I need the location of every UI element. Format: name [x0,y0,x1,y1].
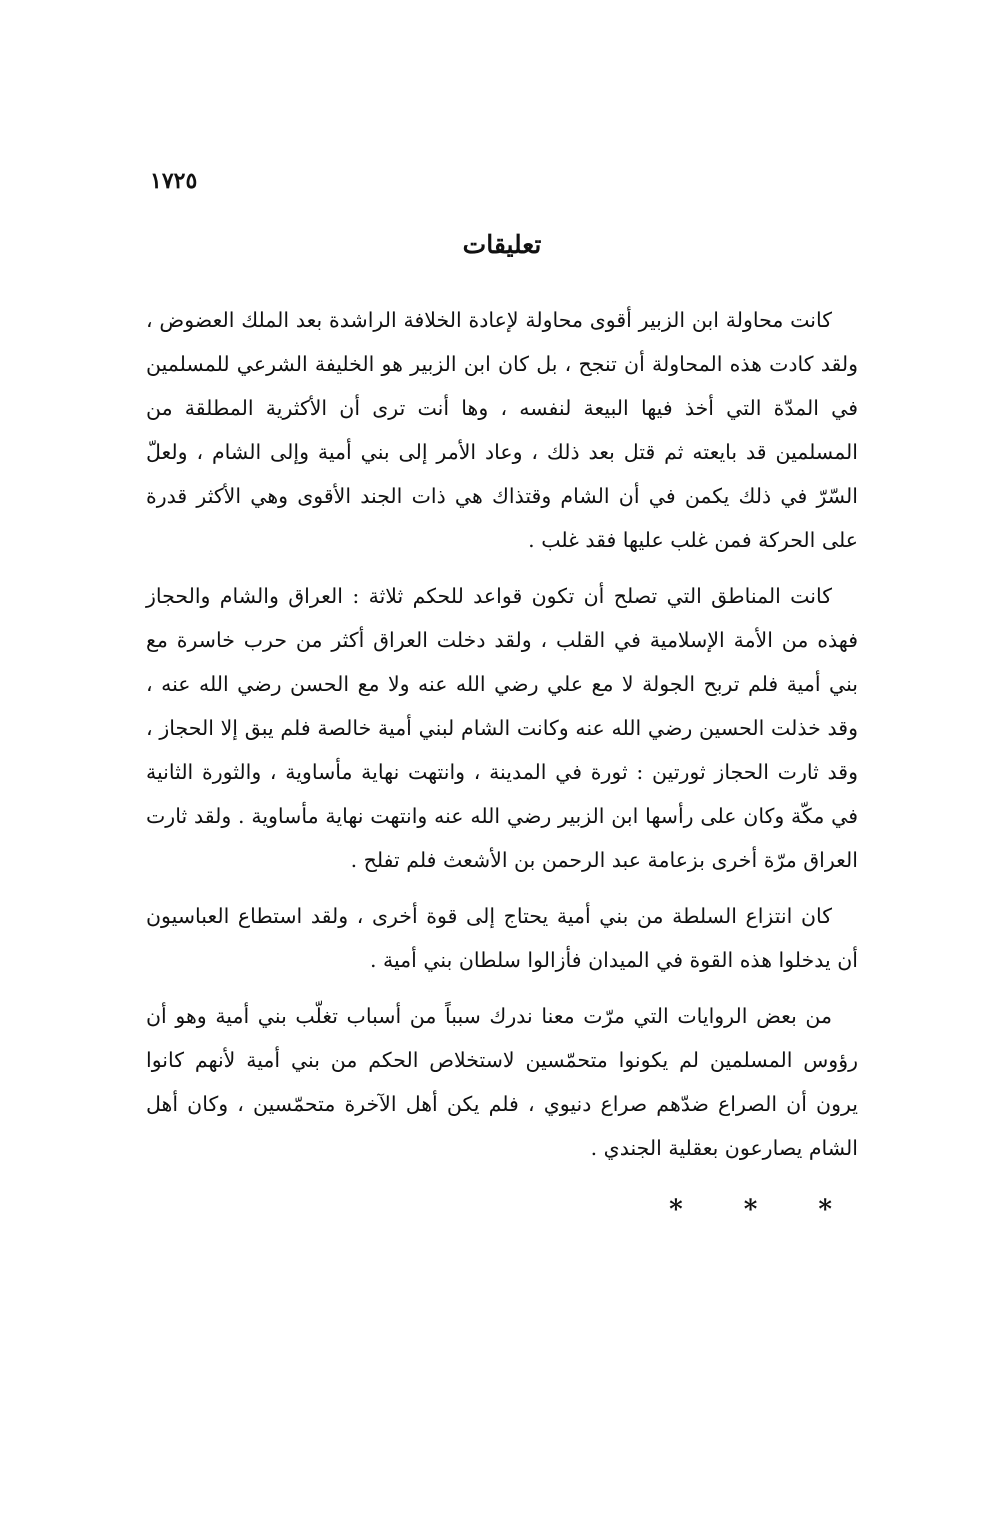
document-body [146,298,858,1232]
section-separator: * * * [669,1195,858,1225]
paragraph-1: كانت محاولة ابن الزبير أقوى محاولة لإعادة الخلافة الراشدة بعد الملك العضوض ، ولقد كادت هذه المحاولة أن تنجح ، بل كان ابن الزبير هو الخليفة الشرعي للمسلمين في المدّة التي أخذ فيها البيعة لنفسه ، وها أنت ترى أن الأكثرية المطلقة من المسلمين قد بايعته ثم قتل بعد ذلك ، وعاد الأمر إلى بني أمية وإلى الشام ، ولعلّ السّرّ في ذلك يكمن في أن الشام وقتذاك هي ذات الجند الأقوى وهي الأكثر قدرة على الحركة فمن غلب عليها فقد غلب . [146,308,858,552]
page-title: تعليقات [462,230,542,259]
paragraph-3: كان انتزاع السلطة من بني أمية يحتاج إلى قوة أخرى ، ولقد استطاع العباسيون أن يدخلوا هذه القوة في الميدان فأزالوا سلطان بني أمية . [146,904,858,972]
page-number: ١٧٢٥ [150,168,198,194]
paragraph-2: كانت المناطق التي تصلح أن تكون قواعد للحكم ثلاثة : العراق والشام والحجاز فهذه من الأمة الإسلامية في القلب ، ولقد دخلت العراق أكثر من حرب خاسرة مع بني أمية فلم تربح الجولة لا مع علي رضي الله عنه ولا مع الحسن رضي الله عنه ، وقد خذلت الحسين رضي الله عنه وكانت الشام لبني أمية خالصة فلم يبق إلا الحجاز ، وقد ثارت الحجاز ثورتين : ثورة في المدينة ، وانتهت نهاية مأساوية ، والثورة الثانية في مكّة وكان على رأسها ابن الزبير رضي الله عنه وانتهت نهاية مأساوية . ولقد ثارت العراق مرّة أخرى بزعامة عبد الرحمن بن الأشعث فلم تفلح . [146,584,858,872]
paragraph-4: من بعض الروايات التي مرّت معنا ندرك سبباً من أسباب تغلّب بني أمية وهو أن رؤوس المسلمين لم يكونوا متحمّسين لاستخلاص الحكم من بني أمية لأنهم كانوا يرون أن الصراع ضدّهم صراع دنيوي ، فلم يكن أهل الآخرة متحمّسين ، وكان أهل الشام يصارعون بعقلية الجندي . [146,1004,858,1160]
